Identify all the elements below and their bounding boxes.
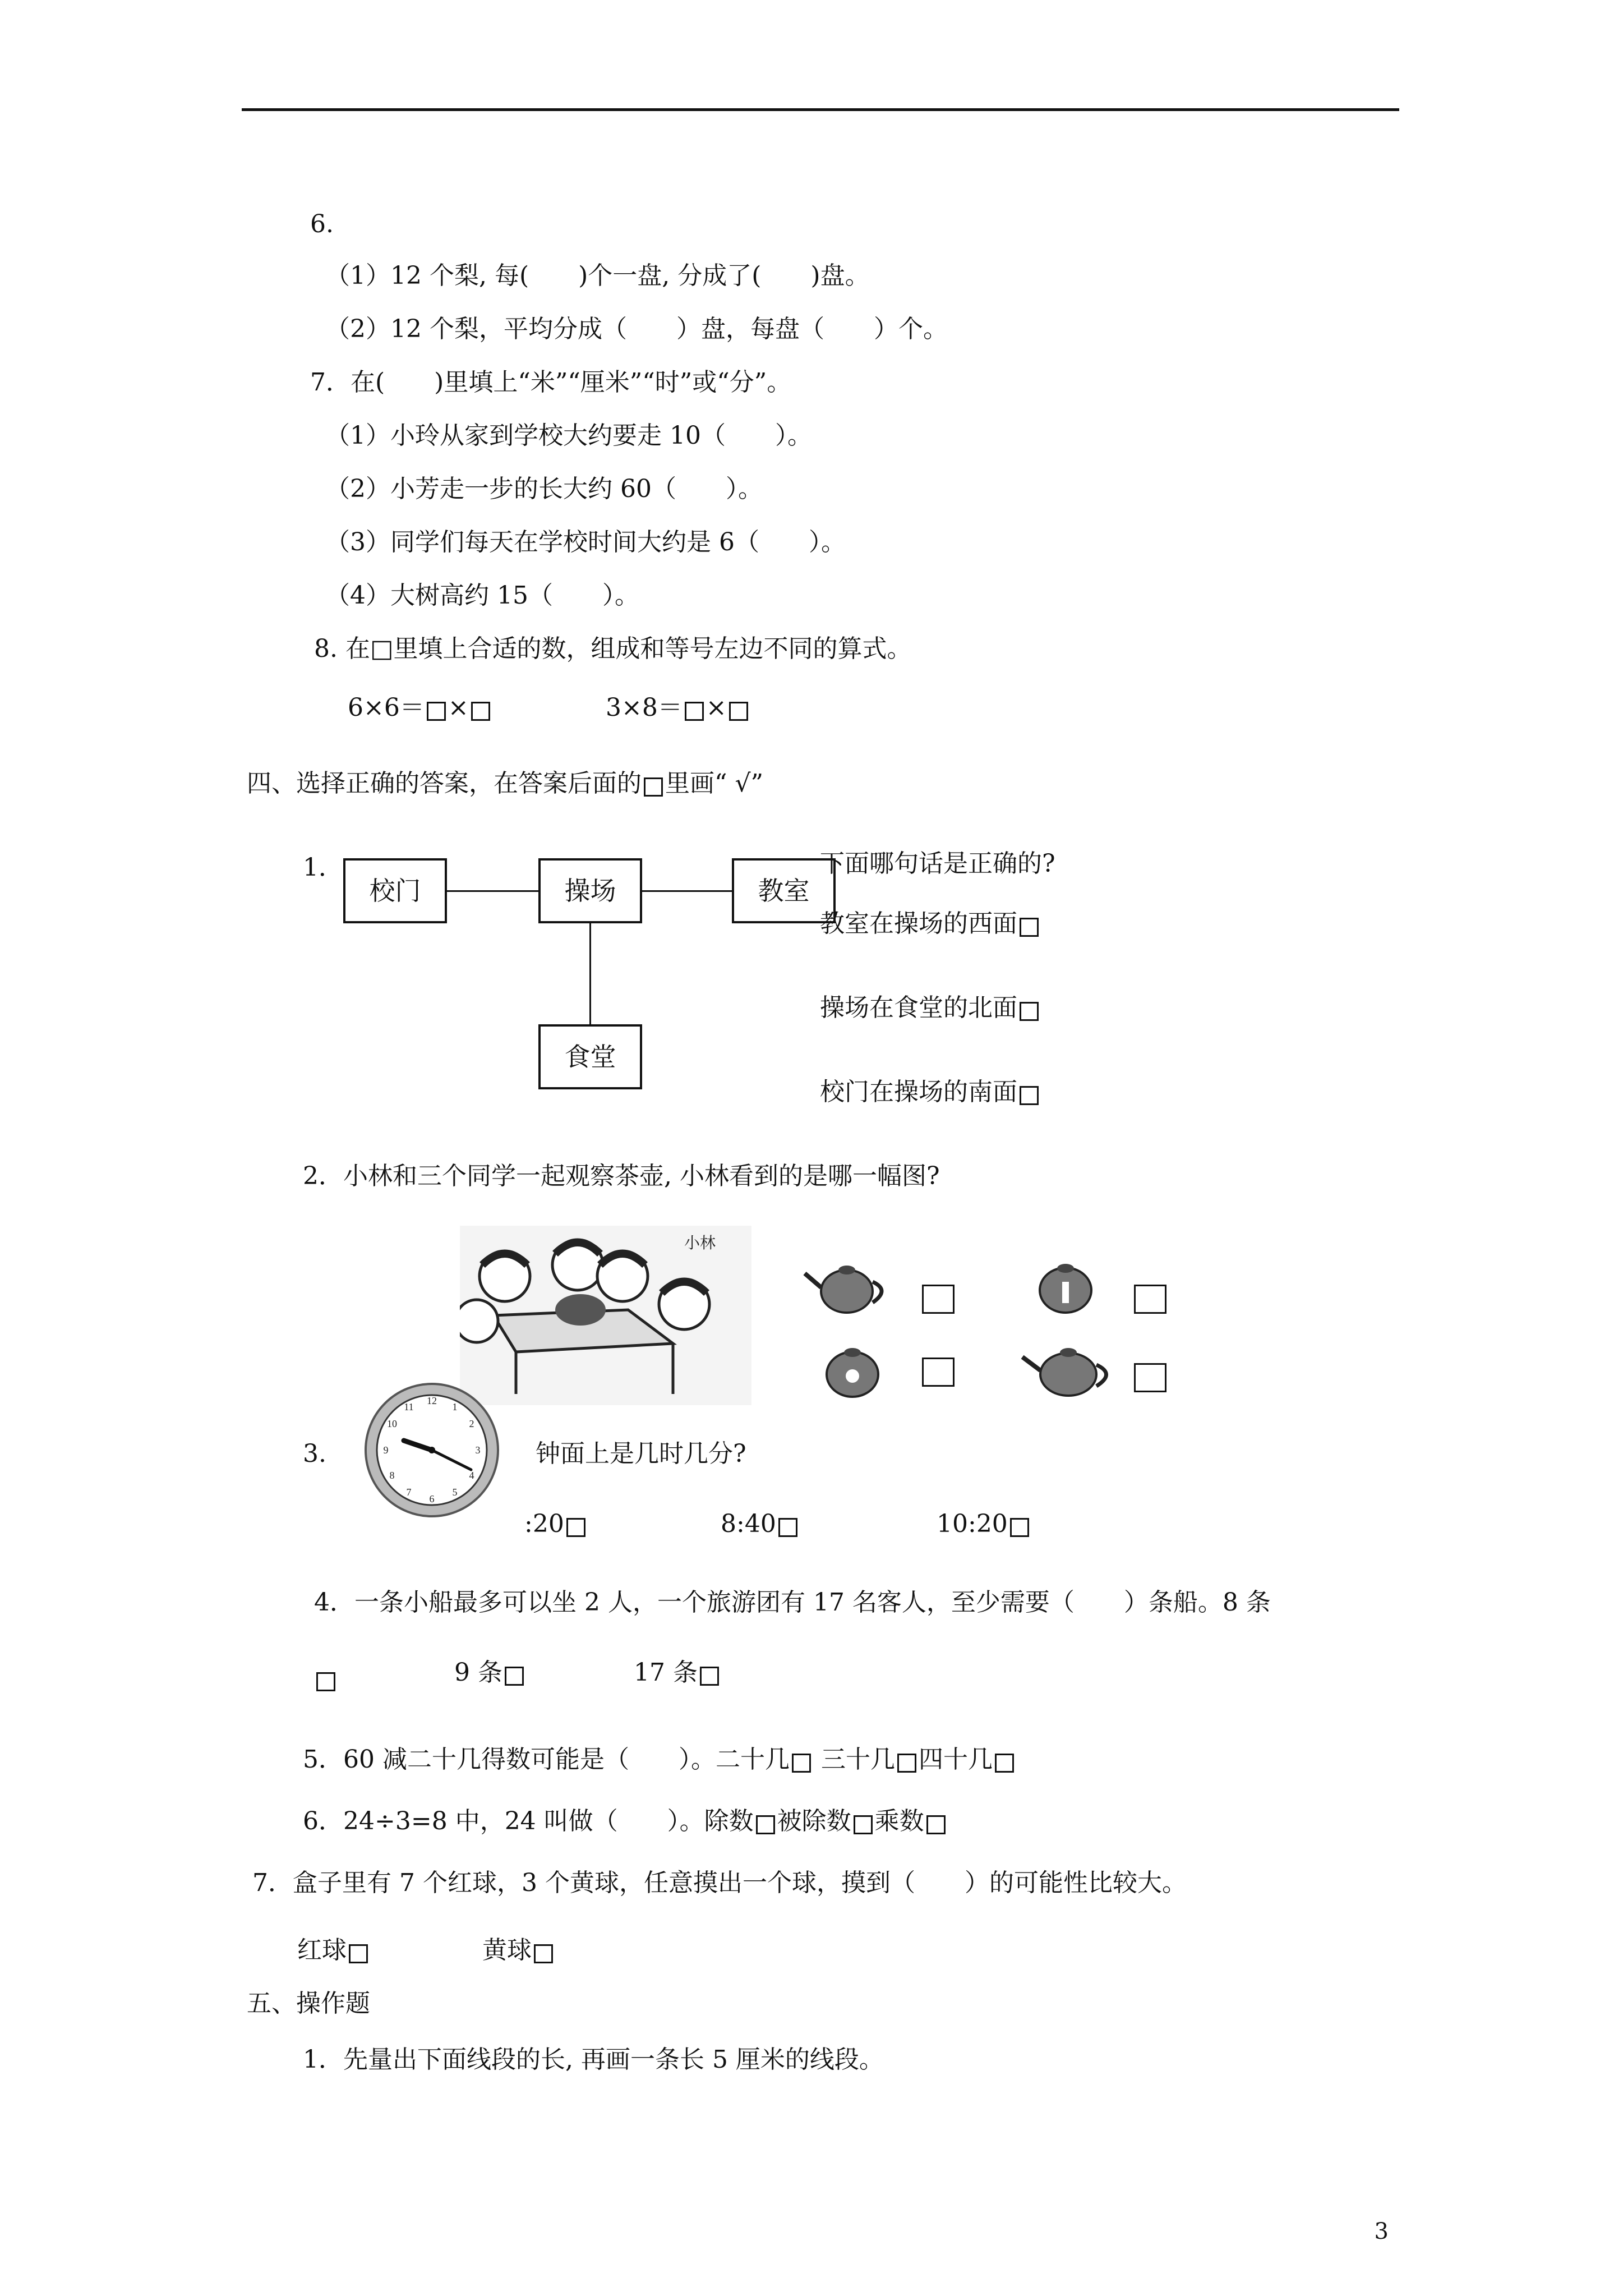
s4-q1-option-2 [820, 993, 1041, 1022]
diagram-canteen-box: 食堂 [538, 1024, 642, 1089]
answer-box[interactable] [505, 1667, 524, 1686]
answer-box[interactable] [854, 1815, 873, 1834]
section4-title-prefix: 四、选择正确的答案，在答案后面的 [247, 769, 642, 798]
section5-title: 五、操作题 [247, 1989, 370, 2018]
answer-box[interactable] [316, 1672, 335, 1691]
option-label: 乘数 [874, 1807, 924, 1835]
header-rule [242, 108, 1399, 111]
svg-text:6: 6 [429, 1493, 435, 1504]
s4-q5-text: 5．60 减二十几得数可能是（ ）。 [303, 1745, 716, 1774]
s4-q1-option-1 [820, 909, 1041, 938]
q8-equation-2 [606, 693, 750, 722]
option-label: 二十几 [715, 1745, 790, 1774]
s4-q4-option-3 [634, 1660, 721, 1686]
option-label: 三十几 [820, 1745, 895, 1774]
option-label: :20 [524, 1510, 564, 1538]
answer-box[interactable] [778, 1518, 797, 1537]
option-label: 8:40 [721, 1510, 776, 1538]
s4-q7-option-2 [482, 1938, 555, 1963]
diagram-connector [447, 890, 538, 892]
answer-box[interactable] [926, 1815, 946, 1834]
section4-title [247, 771, 763, 797]
s4-q3-question: 钟面上是几时几分? [536, 1439, 746, 1468]
q8-eq1-prefix: 6×6＝ [348, 693, 425, 722]
s4-q5 [303, 1747, 1016, 1773]
diagram-connector [589, 923, 591, 1024]
times-sign: × [448, 693, 469, 722]
answer-box[interactable] [729, 702, 748, 721]
option-label: 17 条 [634, 1658, 698, 1687]
q7-item-3: （3）同学们每天在学校时间大约是 6（ ）。 [325, 528, 846, 556]
answer-box[interactable] [1020, 918, 1039, 937]
answer-box[interactable] [471, 702, 490, 721]
s4-q1-option-3 [820, 1080, 1041, 1105]
option-label: 9 条 [454, 1658, 502, 1687]
children-at-table-illustration [460, 1226, 751, 1405]
q7-title: 7．在( )里填上“米”“厘米”“时”或“分”。 [310, 368, 792, 397]
q8-title: 8. 在□里填上合适的数，组成和等号左边不同的算式。 [314, 634, 912, 663]
option-label: 10:20 [937, 1510, 1008, 1538]
answer-box[interactable] [1010, 1518, 1029, 1537]
option-label: 教室在操场的西面 [820, 909, 1017, 938]
diagram-playground-box: 操场 [538, 858, 642, 923]
svg-text:4: 4 [469, 1470, 474, 1481]
option-label: 被除数 [777, 1807, 851, 1835]
section5-q1: 1．先量出下面线段的长, 再画一条长 5 厘米的线段。 [303, 2045, 884, 2074]
q8-equation-1 [348, 693, 492, 722]
teapot-front-view-icon [1032, 1254, 1099, 1318]
q6-sub1: （1）12 个梨, 每( )个一盘, 分成了( )盘。 [325, 261, 870, 290]
clock-face-icon [362, 1380, 502, 1520]
svg-text:2: 2 [469, 1418, 474, 1429]
teapot-side-view-icon [802, 1257, 892, 1318]
s4-q6-text: 6．24÷3=8 中，24 叫做（ ）。 [303, 1807, 704, 1835]
times-sign: × [706, 693, 727, 722]
answer-box[interactable] [534, 1944, 553, 1963]
answer-box[interactable] [922, 1358, 955, 1387]
diagram-classroom-box: 教室 [732, 858, 836, 923]
section4-title-suffix: 里画“ √” [665, 769, 764, 798]
option-label: 黄球 [482, 1936, 532, 1964]
svg-text:1: 1 [452, 1401, 458, 1412]
answer-box-sample [644, 777, 663, 797]
s4-q4-option-1-box [314, 1666, 338, 1691]
answer-box[interactable] [349, 1944, 368, 1963]
q7-item-4: （4）大树高约 15（ ）。 [325, 581, 639, 610]
s4-q7-option-1 [297, 1938, 370, 1963]
svg-text:12: 12 [427, 1395, 437, 1406]
answer-box[interactable] [685, 702, 704, 721]
option-label: 操场在食堂的北面 [820, 993, 1017, 1022]
option-label: 校门在操场的南面 [820, 1078, 1017, 1106]
answer-box[interactable] [922, 1285, 955, 1314]
s4-q2-text: 2．小林和三个同学一起观察茶壶, 小林看到的是哪一幅图? [303, 1162, 940, 1190]
s4-q4-option-2 [454, 1660, 526, 1686]
svg-text:9: 9 [383, 1444, 389, 1456]
q7-item-1: （1）小玲从家到学校大约要走 10（ ）。 [325, 421, 812, 450]
answer-box[interactable] [792, 1754, 811, 1773]
answer-box[interactable] [1020, 1002, 1039, 1021]
teapot-back-view-icon [819, 1338, 886, 1402]
svg-text:10: 10 [387, 1418, 397, 1429]
diagram-gate-box: 校门 [343, 858, 447, 923]
option-label: 四十几 [918, 1745, 993, 1774]
answer-box[interactable] [897, 1754, 916, 1773]
s4-q3-option-2 [721, 1512, 800, 1537]
answer-box[interactable] [427, 702, 446, 721]
answer-box[interactable] [566, 1518, 585, 1537]
diagram-connector [642, 890, 732, 892]
s4-q3-option-3 [937, 1512, 1031, 1537]
s4-q4-text: 4．一条小船最多可以坐 2 人，一个旅游团有 17 名客人，至少需要（ ）条船。8 条 [314, 1588, 1271, 1617]
answer-box[interactable] [1134, 1363, 1166, 1392]
s4-q7-text: 7．盒子里有 7 个红球，3 个黄球，任意摸出一个球，摸到（ ）的可能性比较大。 [252, 1869, 1187, 1897]
s4-q1-question: 下面哪句话是正确的? [820, 849, 1055, 878]
svg-text:5: 5 [452, 1487, 458, 1498]
q8-eq2-prefix: 3×8＝ [606, 693, 683, 722]
q6-number: 6. [310, 210, 334, 238]
s4-q3-number: 3. [303, 1439, 326, 1468]
s4-q3-option-1 [524, 1512, 588, 1537]
svg-text:3: 3 [475, 1444, 481, 1456]
answer-box[interactable] [1020, 1086, 1039, 1105]
answer-box[interactable] [1134, 1285, 1166, 1314]
answer-box[interactable] [995, 1754, 1014, 1773]
answer-box[interactable] [756, 1815, 775, 1834]
xiaolin-label: 小林 [684, 1235, 716, 1252]
teapot-other-side-view-icon [1018, 1338, 1119, 1402]
svg-text:11: 11 [404, 1401, 414, 1412]
answer-box[interactable] [700, 1667, 719, 1686]
s4-q6 [303, 1809, 948, 1834]
svg-text:8: 8 [389, 1470, 395, 1481]
q6-sub2: （2）12 个梨，平均分成（ ）盘，每盘（ ）个。 [325, 315, 948, 343]
option-label: 红球 [297, 1936, 347, 1964]
q7-item-2: （2）小芳走一步的长大约 60（ ）。 [325, 475, 763, 503]
option-label: 除数 [704, 1807, 754, 1835]
svg-text:7: 7 [406, 1487, 412, 1498]
page-number: 3 [1374, 2219, 1389, 2244]
s4-q1-number: 1． [303, 853, 343, 882]
